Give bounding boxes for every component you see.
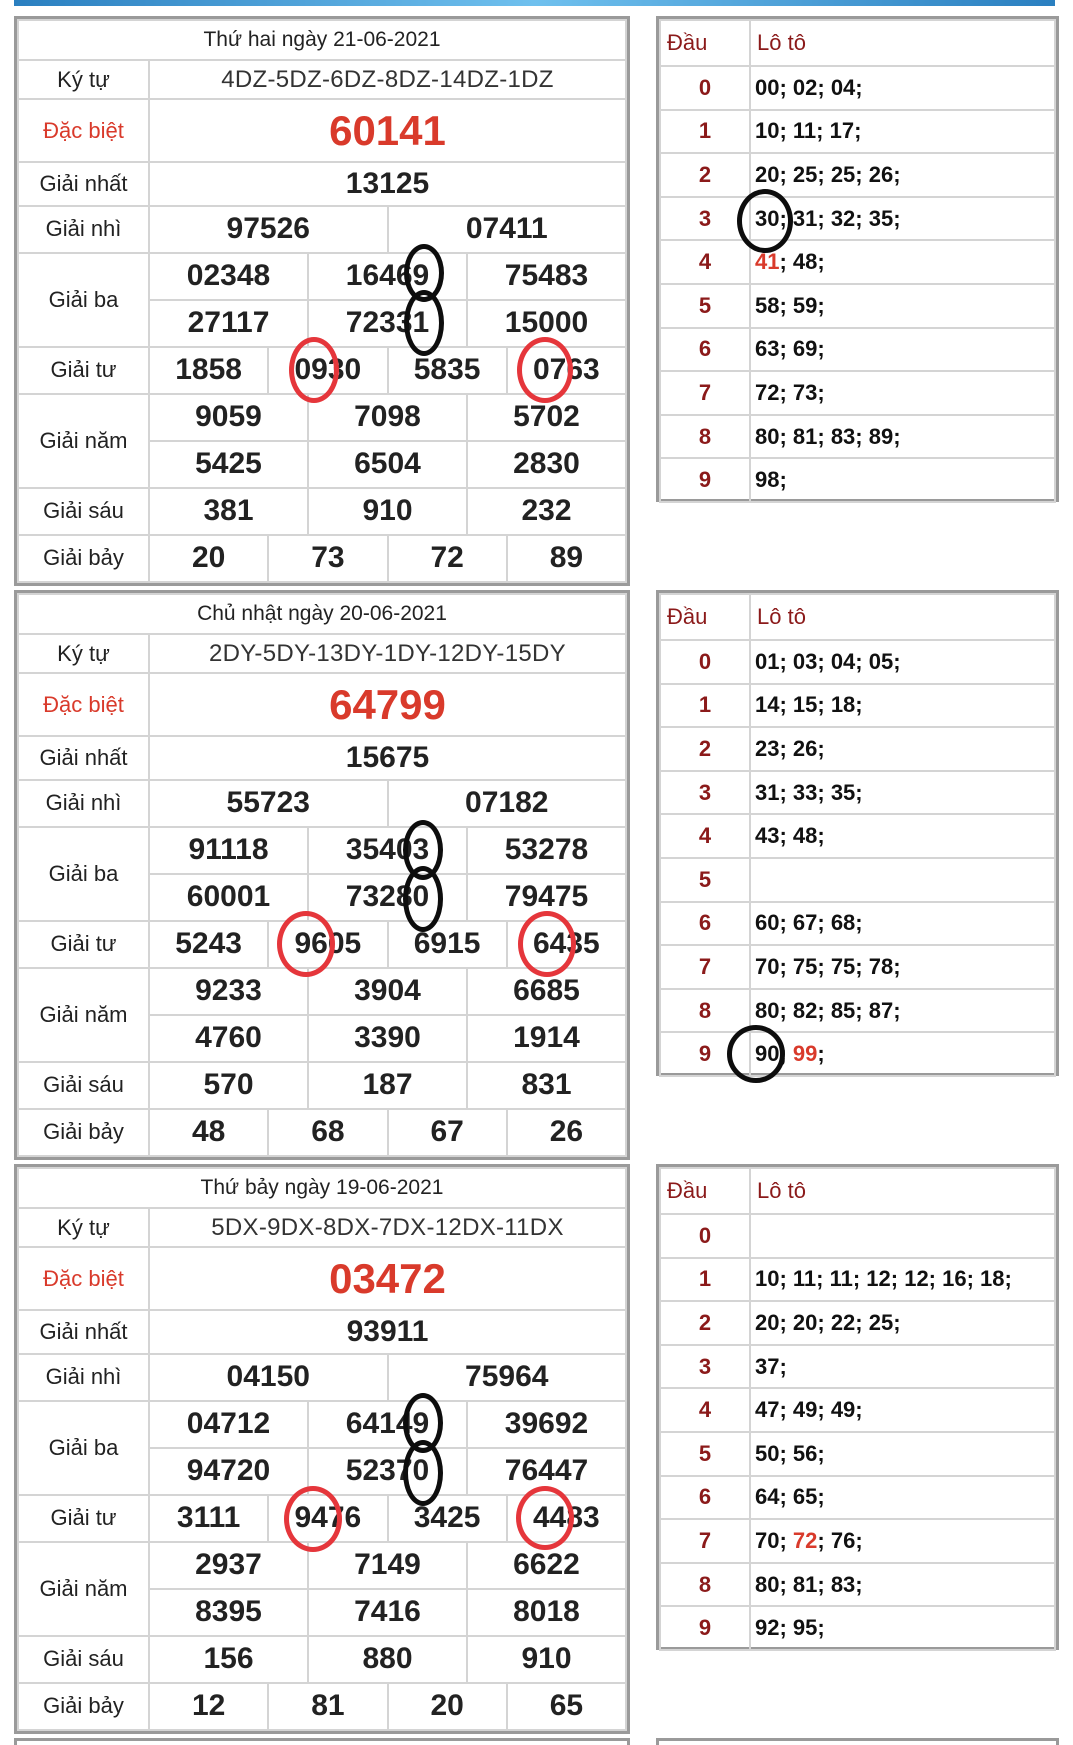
- loto-numbers: 60; 67; 68;: [755, 910, 863, 936]
- loto-row: [750, 1519, 1055, 1563]
- dau-digit: 7: [660, 371, 750, 415]
- sixth-prize: 910: [467, 1636, 626, 1683]
- label-giai-sau: Giải sáu: [18, 488, 149, 535]
- dau-digit: 5: [660, 858, 750, 902]
- loto-row: [750, 814, 1055, 858]
- label-ky-tu: Ký tự: [18, 1208, 149, 1248]
- loto-numbers: 70; 75; 75; 78;: [755, 953, 901, 979]
- second-prize: 55723: [149, 780, 388, 827]
- loto-numbers: 10; 11; 11; 12; 12; 16; 18;: [755, 1266, 1012, 1292]
- dau-header: Đầu: [660, 1168, 750, 1214]
- loto-numbers: 90;: [755, 1041, 793, 1067]
- loto-row: [750, 1606, 1055, 1650]
- fifth-prize: 3904: [308, 968, 467, 1015]
- loto-numbers: 50; 56;: [755, 1440, 825, 1466]
- fifth-prize: 8018: [467, 1589, 626, 1636]
- label-giai-bay: Giải bảy: [18, 535, 149, 582]
- loto-numbers: 98;: [755, 467, 787, 493]
- fifth-prize: 6685: [467, 968, 626, 1015]
- loto-numbers: 70;: [755, 1527, 793, 1553]
- first-prize: 15675: [149, 736, 626, 780]
- loto-numbers: 20; 25; 25; 26;: [755, 161, 901, 187]
- fifth-prize: 1914: [467, 1015, 626, 1062]
- loto-row: [750, 110, 1055, 154]
- seventh-prize: 65: [507, 1683, 626, 1730]
- dau-digit: 7: [660, 945, 750, 989]
- fourth-prize: 0763: [507, 347, 626, 394]
- loto-numbers: ; 48;: [779, 249, 825, 275]
- fifth-prize: 6504: [308, 441, 467, 488]
- dau-digit: 6: [660, 902, 750, 946]
- special-prize: 64799: [149, 673, 626, 736]
- fourth-prize: 3425: [388, 1495, 507, 1542]
- next-results-edge: [14, 1738, 630, 1745]
- first-prize: 93911: [149, 1310, 626, 1354]
- dau-digit: 9: [660, 1032, 750, 1076]
- second-prize: 04150: [149, 1354, 388, 1401]
- sixth-prize: 381: [149, 488, 308, 535]
- sixth-prize: 187: [308, 1062, 467, 1109]
- loto-row: [750, 727, 1055, 771]
- loto-numbers: 80; 81; 83;: [755, 1571, 863, 1597]
- loto-numbers: 72; 73;: [755, 379, 825, 405]
- sixth-prize: 570: [149, 1062, 308, 1109]
- loto-numbers: 30; 31; 32; 35;: [755, 205, 901, 231]
- draw-code: 4DZ-5DZ-6DZ-8DZ-14DZ-1DZ: [149, 60, 626, 100]
- fourth-prize: 3111: [149, 1495, 268, 1542]
- label-giai-nhi: Giải nhì: [18, 206, 149, 253]
- dau-digit: 6: [660, 1476, 750, 1520]
- label-ky-tu: Ký tự: [18, 634, 149, 674]
- sixth-prize: 232: [467, 488, 626, 535]
- seventh-prize: 72: [388, 535, 507, 582]
- loto-row: [750, 153, 1055, 197]
- third-prize: 52370: [308, 1448, 467, 1495]
- fourth-prize: 9605: [268, 921, 387, 968]
- fourth-prize: 6915: [388, 921, 507, 968]
- label-giai-sau: Giải sáu: [18, 1636, 149, 1683]
- label-giai-sau: Giải sáu: [18, 1062, 149, 1109]
- label-giai-bay: Giải bảy: [18, 1683, 149, 1730]
- loto-numbers: 20; 20; 22; 25;: [755, 1309, 901, 1335]
- loto-row: [750, 458, 1055, 502]
- draw-code: 5DX-9DX-8DX-7DX-12DX-11DX: [149, 1208, 626, 1248]
- second-prize: 97526: [149, 206, 388, 253]
- loto-row: [750, 415, 1055, 459]
- third-prize: 39692: [467, 1401, 626, 1448]
- loto-header: Lô tô: [750, 594, 1055, 640]
- fifth-prize: 2830: [467, 441, 626, 488]
- fifth-prize: 5425: [149, 441, 308, 488]
- seventh-prize: 48: [149, 1109, 268, 1156]
- label-dac-biet: Đặc biệt: [18, 99, 149, 162]
- seventh-prize: 12: [149, 1683, 268, 1730]
- fourth-prize: 9476: [268, 1495, 387, 1542]
- label-giai-bay: Giải bảy: [18, 1109, 149, 1156]
- results-table-1: [14, 590, 630, 1160]
- draw-code: 2DY-5DY-13DY-1DY-12DY-15DY: [149, 634, 626, 674]
- dau-digit: 3: [660, 771, 750, 815]
- draw-date-title: Chủ nhật ngày 20-06-2021: [18, 594, 626, 634]
- loto-header: Lô tô: [750, 20, 1055, 66]
- dau-digit: 8: [660, 1563, 750, 1607]
- label-giai-nam: Giải năm: [18, 394, 149, 488]
- loto-row: [750, 66, 1055, 110]
- loto-row: [750, 1388, 1055, 1432]
- label-giai-ba: Giải ba: [18, 1401, 149, 1495]
- loto-row: [750, 640, 1055, 684]
- fifth-prize: 6622: [467, 1542, 626, 1589]
- loto-row: [750, 989, 1055, 1033]
- loto-table-0: [656, 16, 1059, 502]
- third-prize: 73280: [308, 874, 467, 921]
- third-prize: 02348: [149, 253, 308, 300]
- label-giai-ba: Giải ba: [18, 827, 149, 921]
- loto-row: [750, 684, 1055, 728]
- highlighted-loto: 99: [792, 1041, 818, 1067]
- dau-digit: 9: [660, 1606, 750, 1650]
- dau-digit: 2: [660, 1301, 750, 1345]
- dau-digit: 1: [660, 1258, 750, 1302]
- third-prize: 04712: [149, 1401, 308, 1448]
- loto-numbers: ; 76;: [817, 1527, 863, 1553]
- label-dac-biet: Đặc biệt: [18, 1247, 149, 1310]
- loto-row: [750, 902, 1055, 946]
- loto-row: [750, 284, 1055, 328]
- fifth-prize: 7098: [308, 394, 467, 441]
- label-giai-nhat: Giải nhất: [18, 1310, 149, 1354]
- dau-digit: 1: [660, 684, 750, 728]
- loto-row: [750, 197, 1055, 241]
- dau-digit: 7: [660, 1519, 750, 1563]
- label-giai-nhi: Giải nhì: [18, 780, 149, 827]
- loto-row: [750, 1345, 1055, 1389]
- loto-row: [750, 771, 1055, 815]
- second-prize: 07411: [388, 206, 627, 253]
- loto-numbers: 10; 11; 17;: [755, 118, 862, 144]
- sixth-prize: 831: [467, 1062, 626, 1109]
- label-giai-nhi: Giải nhì: [18, 1354, 149, 1401]
- label-giai-ba: Giải ba: [18, 253, 149, 347]
- loto-numbers: 63; 69;: [755, 336, 825, 362]
- dau-digit: 2: [660, 153, 750, 197]
- dau-digit: 9: [660, 458, 750, 502]
- loto-numbers: 23; 26;: [755, 735, 825, 761]
- third-prize: 15000: [467, 300, 626, 347]
- third-prize: 60001: [149, 874, 308, 921]
- label-giai-tu: Giải tư: [18, 921, 149, 968]
- loto-numbers: 31; 33; 35;: [755, 779, 863, 805]
- seventh-prize: 20: [388, 1683, 507, 1730]
- label-giai-tu: Giải tư: [18, 347, 149, 394]
- dau-header: Đầu: [660, 594, 750, 640]
- loto-numbers: 80; 82; 85; 87;: [755, 997, 901, 1023]
- loto-table-2: [656, 1164, 1059, 1650]
- fifth-prize: 3390: [308, 1015, 467, 1062]
- sixth-prize: 910: [308, 488, 467, 535]
- fourth-prize: 6435: [507, 921, 626, 968]
- loto-numbers: 37;: [755, 1353, 787, 1379]
- highlighted-loto: 41: [755, 249, 780, 275]
- label-ky-tu: Ký tự: [18, 60, 149, 100]
- loto-numbers: ;: [817, 1041, 825, 1067]
- dau-digit: 8: [660, 415, 750, 459]
- fifth-prize: 8395: [149, 1589, 308, 1636]
- loto-row: [750, 328, 1055, 372]
- sixth-prize: 156: [149, 1636, 308, 1683]
- third-prize: 53278: [467, 827, 626, 874]
- fifth-prize: 9059: [149, 394, 308, 441]
- fourth-prize: 1858: [149, 347, 268, 394]
- fourth-prize: 5835: [388, 347, 507, 394]
- sixth-prize: 880: [308, 1636, 467, 1683]
- fifth-prize: 9233: [149, 968, 308, 1015]
- dau-digit: 0: [660, 640, 750, 684]
- highlighted-loto: 72: [792, 1527, 818, 1553]
- loto-row: [750, 240, 1055, 284]
- loto-row: [750, 1563, 1055, 1607]
- special-prize: 60141: [149, 99, 626, 162]
- loto-table-1: [656, 590, 1059, 1076]
- fourth-prize: 0930: [268, 347, 387, 394]
- third-prize: 72331: [308, 300, 467, 347]
- loto-row: [750, 858, 1055, 902]
- label-giai-tu: Giải tư: [18, 1495, 149, 1542]
- dau-digit: 2: [660, 727, 750, 771]
- dau-digit: 8: [660, 989, 750, 1033]
- dau-digit: 1: [660, 110, 750, 154]
- dau-digit: 4: [660, 1388, 750, 1432]
- special-prize: 03472: [149, 1247, 626, 1310]
- label-giai-nam: Giải năm: [18, 1542, 149, 1636]
- dau-header: Đầu: [660, 20, 750, 66]
- loto-row: [750, 1432, 1055, 1476]
- seventh-prize: 20: [149, 535, 268, 582]
- third-prize: 91118: [149, 827, 308, 874]
- seventh-prize: 73: [268, 535, 387, 582]
- dau-digit: 4: [660, 814, 750, 858]
- top-banner-strip: [14, 0, 1055, 6]
- fifth-prize: 7416: [308, 1589, 467, 1636]
- loto-row: [750, 1258, 1055, 1302]
- seventh-prize: 26: [507, 1109, 626, 1156]
- third-prize: 79475: [467, 874, 626, 921]
- draw-date-title: Thứ hai ngày 21-06-2021: [18, 20, 626, 60]
- second-prize: 75964: [388, 1354, 627, 1401]
- seventh-prize: 81: [268, 1683, 387, 1730]
- first-prize: 13125: [149, 162, 626, 206]
- loto-numbers: 64; 65;: [755, 1484, 825, 1510]
- third-prize: 35403: [308, 827, 467, 874]
- dau-digit: 0: [660, 1214, 750, 1258]
- dau-digit: 6: [660, 328, 750, 372]
- loto-row: [750, 1476, 1055, 1520]
- dau-digit: 3: [660, 197, 750, 241]
- loto-row: [750, 1301, 1055, 1345]
- loto-numbers: 01; 03; 04; 05;: [755, 648, 901, 674]
- results-table-0: [14, 16, 630, 586]
- loto-numbers: 47; 49; 49;: [755, 1397, 863, 1423]
- dau-digit: 5: [660, 284, 750, 328]
- third-prize: 16469: [308, 253, 467, 300]
- seventh-prize: 89: [507, 535, 626, 582]
- label-dac-biet: Đặc biệt: [18, 673, 149, 736]
- loto-header: Lô tô: [750, 1168, 1055, 1214]
- loto-row: [750, 1032, 1055, 1076]
- fifth-prize: 5702: [467, 394, 626, 441]
- fourth-prize: 5243: [149, 921, 268, 968]
- seventh-prize: 67: [388, 1109, 507, 1156]
- results-table-2: [14, 1164, 630, 1734]
- loto-row: [750, 1214, 1055, 1258]
- third-prize: 75483: [467, 253, 626, 300]
- label-giai-nam: Giải năm: [18, 968, 149, 1062]
- third-prize: 27117: [149, 300, 308, 347]
- fifth-prize: 2937: [149, 1542, 308, 1589]
- fifth-prize: 7149: [308, 1542, 467, 1589]
- draw-date-title: Thứ bảy ngày 19-06-2021: [18, 1168, 626, 1208]
- loto-numbers: 43; 48;: [755, 823, 825, 849]
- dau-digit: 5: [660, 1432, 750, 1476]
- next-loto-edge: [656, 1738, 1059, 1745]
- fifth-prize: 4760: [149, 1015, 308, 1062]
- seventh-prize: 68: [268, 1109, 387, 1156]
- loto-row: [750, 371, 1055, 415]
- dau-digit: 3: [660, 1345, 750, 1389]
- dau-digit: 0: [660, 66, 750, 110]
- label-giai-nhat: Giải nhất: [18, 162, 149, 206]
- loto-numbers: 14; 15; 18;: [755, 692, 863, 718]
- loto-row: [750, 945, 1055, 989]
- third-prize: 94720: [149, 1448, 308, 1495]
- loto-numbers: 92; 95;: [755, 1615, 825, 1641]
- loto-numbers: 80; 81; 83; 89;: [755, 423, 901, 449]
- loto-numbers: 58; 59;: [755, 292, 825, 318]
- fourth-prize: 4483: [507, 1495, 626, 1542]
- third-prize: 64149: [308, 1401, 467, 1448]
- third-prize: 76447: [467, 1448, 626, 1495]
- loto-numbers: 00; 02; 04;: [755, 74, 863, 100]
- dau-digit: 4: [660, 240, 750, 284]
- second-prize: 07182: [388, 780, 627, 827]
- label-giai-nhat: Giải nhất: [18, 736, 149, 780]
